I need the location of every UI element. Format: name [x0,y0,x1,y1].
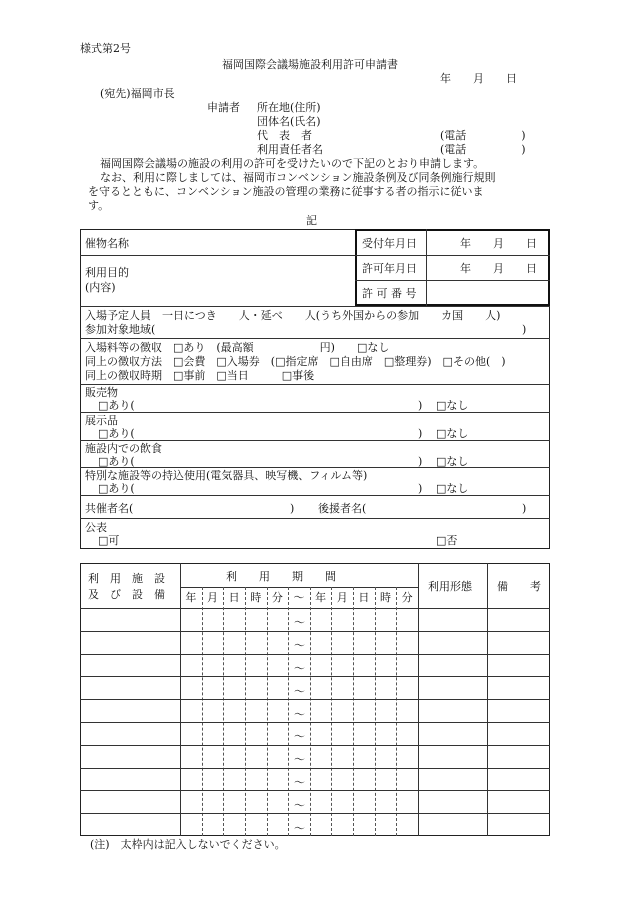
sales-no: □なし [436,399,469,412]
row-tilde: 〜 [294,730,305,744]
purpose-label: 利用目的 [85,266,129,279]
unit-header-1: 月 [206,591,218,604]
unit-header-3: 時 [250,591,262,604]
addressee: (宛先)福岡市長 [100,87,175,100]
applicant-address-label: 所在地(住所) [257,101,321,114]
footer-note: (注) 太枠内は記入しないでください。 [90,838,286,851]
publish-label: 公表 [85,521,107,534]
row-tilde: 〜 [294,662,305,675]
ki-label: 記 [306,214,317,227]
body-paragraph-2b: を守るとともに、コンベンション施設の管理の業務に従事する者の指示に従いま [88,185,484,198]
row-tilde: 〜 [294,707,305,721]
row-tilde: 〜 [294,639,305,653]
exhibits-yes: □あり( [98,427,135,440]
unit-header-9: 時 [380,591,392,604]
unit-header-2: 日 [228,591,240,604]
row-tilde: 〜 [294,753,305,767]
sales-yes: □あり( [98,399,135,412]
exhibits-no: □なし [436,427,469,440]
received-date-label: 受付年月日 [362,237,417,250]
target-area-label: 参加対象地域( [85,323,156,336]
applicant-manager-label: 利用責任者名 [257,143,323,156]
fee-collection-line: 入場料等の徴収 □あり (最高額 円) □なし [85,341,390,354]
row-tilde: 〜 [294,684,305,698]
unit-header-6: 年 [315,591,327,604]
application-date: 年 月 日 [440,72,517,85]
exhibits-label: 展示品 [85,414,118,427]
unit-header-7: 月 [336,591,348,604]
row-tilde: 〜 [294,616,305,630]
period-header: 利 用 期 間 [226,570,336,583]
equipment-label: 特別な施設等の持込使用(電気器具、映写機、フィルム等) [85,469,368,482]
table-row [80,676,550,677]
event-name-label: 催物名称 [85,237,129,250]
unit-header-8: 日 [358,591,370,604]
table-row [80,654,550,655]
applicant-org-label: 団体名(氏名) [257,115,321,128]
applicant-label: 申請者 [207,101,240,114]
fee-method-line: 同上の徴収方法 □会費 □入場券 (□指定席 □自由席 □整理券) □その他( ) [85,355,506,368]
publish-yes: □可 [98,534,120,547]
permit-date-label: 許可年月日 [362,262,417,275]
table-row [80,631,550,632]
sales-close: ) [418,399,423,412]
exhibits-close: ) [418,427,423,440]
facility-header-2: 及 び 設 備 [88,588,165,601]
row-tilde: 〜 [294,798,305,812]
unit-header-5: 〜 [293,591,305,604]
attendance-line: 入場予定人員 一日につき 人・延べ 人(うち外国からの参加 カ国 人) [85,309,501,322]
form-number: 様式第2号 [80,42,131,55]
food-close: ) [418,455,423,468]
body-paragraph-2a: なお、利用に際しましては、福岡市コンベンション施設条例及び同条例施行規則 [100,171,496,184]
row-tilde: 〜 [294,821,305,835]
food-label: 施設内での飲食 [85,442,162,455]
supporter-close: ) [522,502,527,515]
supporter-label: 後援者名( [318,502,367,515]
rep-tel-label: (電話 ) [440,129,526,142]
row-tilde: 〜 [294,776,305,789]
manager-tel-label: (電話 ) [440,143,526,156]
food-no: □なし [436,455,469,468]
permit-number-label: 許 可 番 号 [362,287,417,300]
table-row [80,745,550,746]
table-row [80,768,550,769]
facility-header-1: 利 用 施 設 [88,572,165,585]
cosponsor-label: 共催者名( [85,502,134,515]
body-paragraph-2c: す。 [88,199,110,212]
sales-label: 販売物 [85,386,118,399]
applicant-rep-label: 代 表 者 [257,129,312,142]
food-yes: □あり( [98,455,135,468]
equipment-yes: □あり( [98,482,135,495]
content-label: (内容) [85,281,116,294]
notes-header: 備 考 [497,580,541,593]
usage-form-header: 利用形態 [428,580,472,593]
table-row [80,722,550,723]
publish-no: □否 [436,534,458,547]
table-row [80,790,550,791]
target-area-close: ) [522,323,527,336]
unit-header-4: 分 [271,591,283,604]
table-row [80,813,550,814]
body-paragraph-1: 福岡国際会議場の施設の利用の許可を受けたいので下記のとおり申請します。 [100,157,485,170]
table-row [80,699,550,700]
fee-timing-line: 同上の徴収時期 □事前 □当日 □事後 [85,369,315,382]
equipment-no: □なし [436,482,469,495]
unit-header-10: 分 [401,591,413,604]
page-title: 福岡国際会議場施設利用許可申請書 [222,58,398,71]
received-date-value: 年 月 日 [460,237,537,250]
cosponsor-close: ) [290,502,295,515]
permit-date-value: 年 月 日 [460,262,537,275]
unit-header-0: 年 [185,591,197,604]
equipment-close: ) [418,482,423,495]
